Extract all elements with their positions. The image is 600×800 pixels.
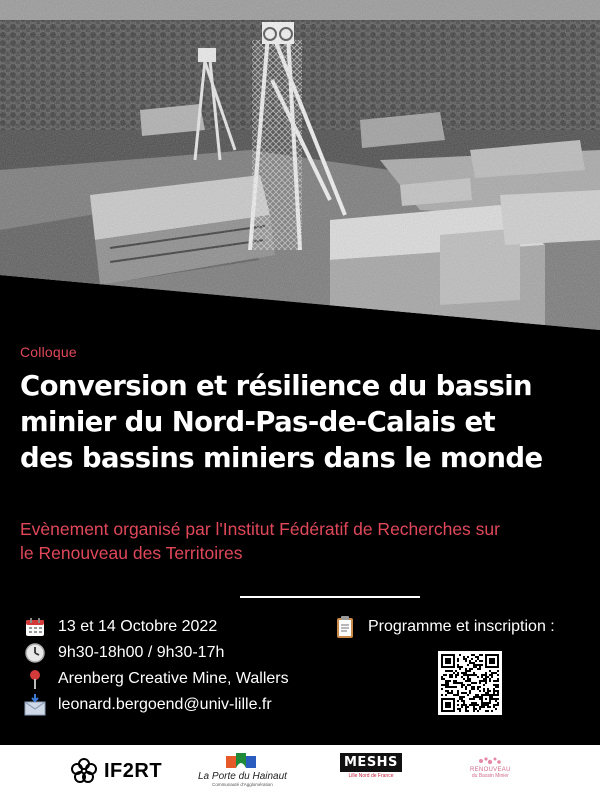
renouveau-icon — [475, 755, 505, 767]
partner-logos — [0, 745, 600, 800]
meshs-subtitle: Lille Nord de France — [348, 773, 394, 779]
clock-icon — [22, 642, 48, 664]
subtitle-line: Evènement organisé par l'Institut Fédératif de Recherches sur — [20, 519, 500, 539]
flower-icon — [70, 757, 98, 785]
mine-aerial-photo — [0, 0, 600, 340]
event-title — [20, 368, 590, 476]
logo-if2rt — [70, 757, 162, 785]
renouveau-subtitle: du Bassin Minier — [471, 773, 509, 779]
if2rt-wordmark: IF2RT — [104, 759, 163, 782]
calendar-icon — [22, 616, 48, 638]
clipboard-icon — [334, 615, 356, 639]
registration-qr-code[interactable] — [438, 651, 502, 715]
contact-email[interactable]: leonard.bergoend@univ-lille.fr — [58, 696, 272, 713]
divider — [240, 596, 420, 598]
qr-code-icon — [441, 654, 499, 712]
logo-renouveau — [470, 755, 511, 779]
event-type-label: Colloque — [20, 344, 77, 360]
title-line: des bassins miniers dans le monde — [20, 442, 543, 474]
meshs-wordmark: MESHS — [340, 753, 402, 772]
header-photo — [0, 0, 600, 340]
organizer-subtitle — [20, 517, 590, 565]
program-registration — [334, 614, 555, 640]
title-line: minier du Nord-Pas-de-Calais et — [20, 406, 496, 438]
event-info-list — [22, 614, 289, 718]
info-row-email — [22, 692, 289, 718]
mail-download-icon — [22, 694, 48, 716]
info-row-hours — [22, 640, 289, 666]
subtitle-line: le Renouveau des Territoires — [20, 543, 243, 563]
renouveau-wordmark: RENOUVEAU — [470, 767, 511, 773]
porte-hainaut-icon — [222, 750, 262, 770]
event-hours: 9h30-18h00 / 9h30-17h — [58, 644, 225, 661]
title-line: Conversion et résilience du bassin — [20, 370, 533, 402]
porte-subtitle: Communauté d'Agglomération — [212, 782, 273, 787]
info-row-place — [22, 666, 289, 692]
pin-icon — [22, 668, 48, 690]
event-place: Arenberg Creative Mine, Wallers — [58, 670, 289, 687]
logo-meshs — [340, 753, 402, 779]
program-label: Programme et inscription : — [368, 618, 555, 635]
logo-porte-du-hainaut — [198, 750, 287, 787]
info-row-date — [22, 614, 289, 640]
porte-wordmark: La Porte du Hainaut — [198, 771, 287, 782]
event-date: 13 et 14 Octobre 2022 — [58, 618, 218, 635]
